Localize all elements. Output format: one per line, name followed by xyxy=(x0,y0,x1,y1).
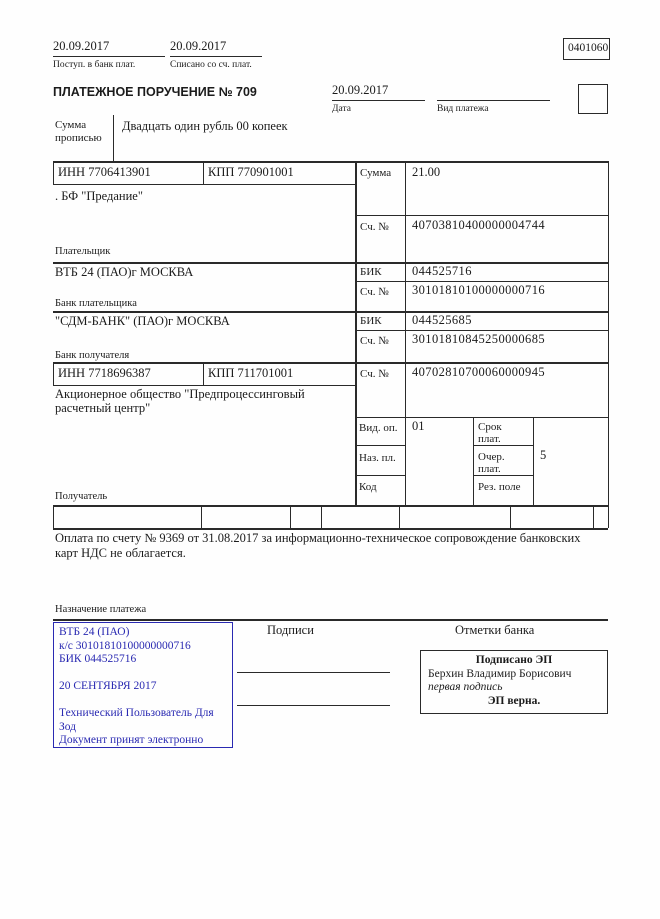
stamp-spacer-2 xyxy=(59,694,227,708)
stamp-accepted: Документ принят электронно xyxy=(59,734,204,746)
payee-bottom-line xyxy=(53,505,608,507)
payer-bank-bik: 044525716 xyxy=(412,264,472,278)
amount-words-label-1: Сумма xyxy=(55,119,87,131)
debited-from-account-date: 20.09.2017 xyxy=(170,39,227,53)
signed-ep-title: Подписано ЭП xyxy=(475,654,553,666)
stamp-bik: БИК 044525716 xyxy=(59,653,137,665)
payer-kpp: КПП 770901001 xyxy=(208,165,294,179)
payee-label: Получатель xyxy=(55,491,108,502)
payee-inn: ИНН 7718696387 xyxy=(58,366,151,380)
sum-cell-label: Сумма xyxy=(360,167,392,179)
tax-row-border-8 xyxy=(608,505,609,528)
payee-account-row-line xyxy=(355,417,608,418)
payment-type-underline xyxy=(437,100,550,101)
electronic-bank-stamp xyxy=(53,622,233,748)
tax-row-border-1 xyxy=(53,505,54,528)
payer-bottom-line xyxy=(53,262,608,264)
amount-words-label-2: прописью xyxy=(55,132,102,144)
payee-bank-account-label: Сч. № xyxy=(360,335,389,347)
term-column-right-border xyxy=(533,417,534,505)
amount-words-divider xyxy=(113,115,114,162)
debited-from-account-label: Списано со сч. плат. xyxy=(170,60,252,70)
payee-name-line2: расчетный центр" xyxy=(55,401,151,415)
priority-label-line1: Очер. xyxy=(478,451,505,463)
payer-label: Плательщик xyxy=(55,246,111,257)
signer-name: Берхин Владимир Борисович xyxy=(428,668,572,680)
amount-in-words: Двадцать один рубль 00 копеек xyxy=(122,119,288,133)
payee-bank-bik: 044525685 xyxy=(412,313,472,327)
payer-bank-bik-label: БИК xyxy=(360,266,382,278)
signature-line-1 xyxy=(237,672,390,673)
purpose-code-label: Наз. пл. xyxy=(359,452,396,464)
priority-value: 5 xyxy=(540,448,547,462)
reserve-field-label: Рез. поле xyxy=(478,481,521,493)
term-column-left-border xyxy=(473,417,474,505)
tax-row-border-7 xyxy=(593,505,594,528)
first-signature-note: первая подпись xyxy=(428,681,503,693)
payer-inn: ИНН 7706413901 xyxy=(58,165,151,179)
form-code-box xyxy=(563,38,610,60)
stamp-bank-name: ВТБ 24 (ПАО) xyxy=(59,626,130,638)
stamp-user-line1: Технический Пользователь Для xyxy=(59,707,214,719)
signature-line-2 xyxy=(237,705,390,706)
payee-bank-bik-line xyxy=(355,330,608,331)
op-type-label: Вид. оп. xyxy=(359,422,398,434)
purpose-label: Назначение платежа xyxy=(55,604,147,615)
stamp-date: 20 СЕНТЯБРЯ 2017 xyxy=(59,680,157,692)
tax-row-border-2 xyxy=(201,505,202,528)
ep-verified-note: ЭП верна. xyxy=(487,695,541,707)
priority-cell-line xyxy=(473,475,533,476)
payee-inn-left-border xyxy=(53,362,54,385)
term-cell-line xyxy=(473,445,533,446)
purpose-text-line2: карт НДС не облагается. xyxy=(55,546,186,560)
bank-marks-label: Отметки банка xyxy=(455,623,535,637)
tax-fields-bottom-line xyxy=(53,528,608,530)
payer-inn-kpp-divider xyxy=(203,161,204,184)
main-column-divider xyxy=(355,161,357,505)
purpose-bottom-line xyxy=(53,619,608,621)
received-in-bank-label: Поступ. в банк плат. xyxy=(53,60,136,70)
payer-name: . БФ "Предание" xyxy=(55,189,143,203)
tax-row-border-3 xyxy=(290,505,291,528)
payee-inn-kpp-divider xyxy=(203,362,204,385)
tax-row-border-4 xyxy=(321,505,322,528)
term-label-line1: Срок xyxy=(478,421,502,433)
op-type-value: 01 xyxy=(412,419,425,433)
purpose-text-line1: Оплата по счету № 9369 от 31.08.2017 за информационно-техническое сопровождение банковских xyxy=(55,531,581,545)
payer-bank-label: Банк плательщика xyxy=(55,298,137,309)
document-date: 20.09.2017 xyxy=(332,83,389,97)
payee-bank-bik-label: БИК xyxy=(360,315,382,327)
received-in-bank-date: 20.09.2017 xyxy=(53,39,110,53)
document-title: ПЛАТЕЖНОЕ ПОРУЧЕНИЕ № 709 xyxy=(53,85,257,99)
received-date-underline xyxy=(53,56,165,57)
payment-type-label: Вид платежа xyxy=(437,104,489,114)
payee-bank-name: "СДМ-БАНК" (ПАО)г МОСКВА xyxy=(55,314,230,328)
payer-bank-bik-line xyxy=(355,281,608,282)
op-type-cell-line xyxy=(355,445,405,446)
payer-bank-account-label: Сч. № xyxy=(360,286,389,298)
payee-bank-bottom-line xyxy=(53,362,608,364)
payer-inn-row-line xyxy=(53,184,355,185)
payer-inn-left-border xyxy=(53,161,54,184)
signatures-label: Подписи xyxy=(267,623,314,637)
payee-account: 40702810700060000945 xyxy=(412,365,545,379)
form-code: 0401060 xyxy=(568,42,609,54)
purpose-code-cell-line xyxy=(355,475,405,476)
payee-inn-row-line xyxy=(53,385,355,386)
stamp-corr-account: к/с 30101810100000000716 xyxy=(59,639,191,652)
sum-value: 21.00 xyxy=(412,165,441,179)
label-value-divider xyxy=(405,161,406,505)
status-box xyxy=(578,84,608,114)
payee-kpp: КПП 711701001 xyxy=(208,366,294,380)
stamp-user-line2: Зод xyxy=(59,720,77,733)
payer-account-label: Сч. № xyxy=(360,221,389,233)
payer-bank-bottom-line xyxy=(53,311,608,313)
stamp-spacer-1 xyxy=(59,667,227,681)
payer-bank-account: 30101810100000000716 xyxy=(412,283,545,297)
payer-account: 40703810400000004744 xyxy=(412,218,545,232)
payer-bank-name: ВТБ 24 (ПАО)г МОСКВА xyxy=(55,265,194,279)
payee-bank-account: 30101810845250000685 xyxy=(412,332,545,346)
term-label-line2: плат. xyxy=(478,433,501,445)
date-underline xyxy=(332,100,425,101)
payee-bank-label: Банк получателя xyxy=(55,350,130,361)
priority-label-line2: плат. xyxy=(478,463,501,475)
sum-row-line xyxy=(355,215,608,216)
payee-account-label: Сч. № xyxy=(360,368,389,380)
tax-row-border-6 xyxy=(510,505,511,528)
date-label: Дата xyxy=(332,104,351,114)
table-right-border xyxy=(608,161,609,505)
table-top-line xyxy=(53,161,608,163)
signature-verification-stamp xyxy=(420,650,608,714)
payee-name-line1: Акционерное общество "Предпроцессинговый xyxy=(55,387,305,401)
code-label: Код xyxy=(359,481,377,493)
debited-date-underline xyxy=(170,56,262,57)
tax-row-border-5 xyxy=(399,505,400,528)
